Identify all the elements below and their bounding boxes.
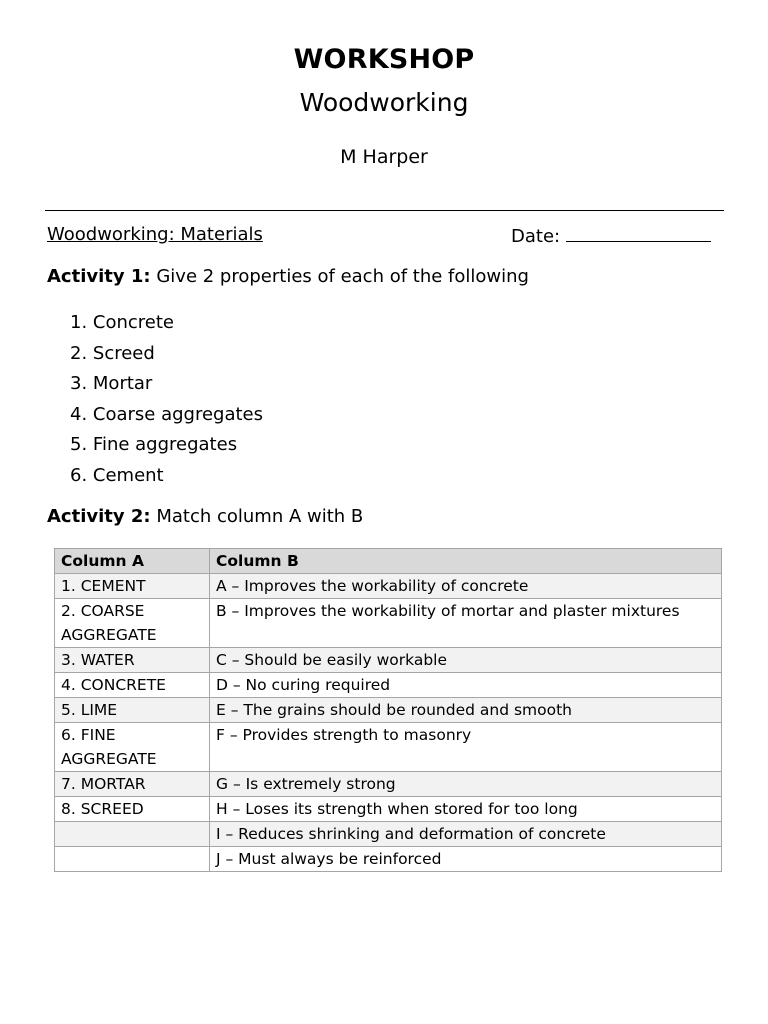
table-header-row	[55, 549, 722, 574]
column-a-cell: 1. CEMENT	[55, 574, 210, 599]
table-row	[55, 673, 722, 698]
column-a-cell: 4. CONCRETE	[55, 673, 210, 698]
list-item: 1. Concrete	[70, 312, 174, 333]
table-row	[55, 822, 722, 847]
activity-1-label: Activity 1:	[47, 266, 151, 287]
list-item: 5. Fine aggregates	[70, 434, 238, 456]
column-b-cell: B – Improves the workability of mortar and plaster mixtures	[210, 599, 722, 648]
column-b-header: Column B	[210, 549, 722, 574]
activity-2-instruction: Match column A with B	[156, 506, 364, 527]
column-b-cell: C – Should be easily workable	[210, 648, 722, 673]
page-subtitle: Woodworking	[299, 88, 469, 117]
column-b-cell: G – Is extremely strong	[210, 772, 722, 797]
table-row	[55, 574, 722, 599]
column-b-cell: H – Loses its strength when stored for too long	[210, 797, 722, 822]
column-a-cell	[55, 822, 210, 847]
topic-heading: Woodworking: Materials	[47, 224, 263, 245]
activity-2-label: Activity 2:	[47, 506, 151, 527]
column-b-cell: J – Must always be reinforced	[210, 847, 722, 872]
header-divider	[45, 210, 724, 211]
column-b-cell: F – Provides strength to masonry	[210, 723, 722, 772]
column-a-cell: 8. SCREED	[55, 797, 210, 822]
date-label: Date:	[511, 226, 561, 247]
table-row	[55, 797, 722, 822]
activity-2-heading	[47, 506, 363, 527]
column-a-header: Column A	[55, 549, 210, 574]
table-row	[55, 847, 722, 872]
table-row	[55, 772, 722, 797]
column-b-cell: I – Reduces shrinking and deformation of concrete	[210, 822, 722, 847]
column-a-cell: 5. LIME	[55, 698, 210, 723]
date-blank-line	[566, 224, 711, 242]
activity-1-heading	[47, 266, 529, 287]
materials-list	[70, 308, 263, 492]
table-row	[55, 698, 722, 723]
column-b-cell: A – Improves the workability of concrete	[210, 574, 722, 599]
column-b-cell: E – The grains should be rounded and smooth	[210, 698, 722, 723]
list-item: 2. Screed	[70, 342, 155, 364]
column-a-cell: 7. MORTAR	[55, 772, 210, 797]
list-item: 3. Mortar	[70, 373, 153, 395]
list-item: 4. Coarse aggregates	[70, 403, 264, 425]
column-a-cell: 3. WATER	[55, 648, 210, 673]
column-a-cell	[55, 847, 210, 872]
table-row	[55, 599, 722, 648]
matching-table	[54, 548, 722, 872]
table-row	[55, 648, 722, 673]
column-b-cell: D – No curing required	[210, 673, 722, 698]
column-a-cell: 2. COARSE AGGREGATE	[55, 599, 210, 648]
column-a-cell: 6. FINE AGGREGATE	[55, 723, 210, 772]
table-row	[55, 723, 722, 772]
activity-1-instruction: Give 2 properties of each of the following	[156, 266, 529, 287]
list-item: 6. Cement	[70, 464, 164, 486]
author-name: M Harper	[340, 146, 428, 168]
page-title: WORKSHOP	[293, 44, 475, 75]
date-field	[511, 224, 711, 247]
